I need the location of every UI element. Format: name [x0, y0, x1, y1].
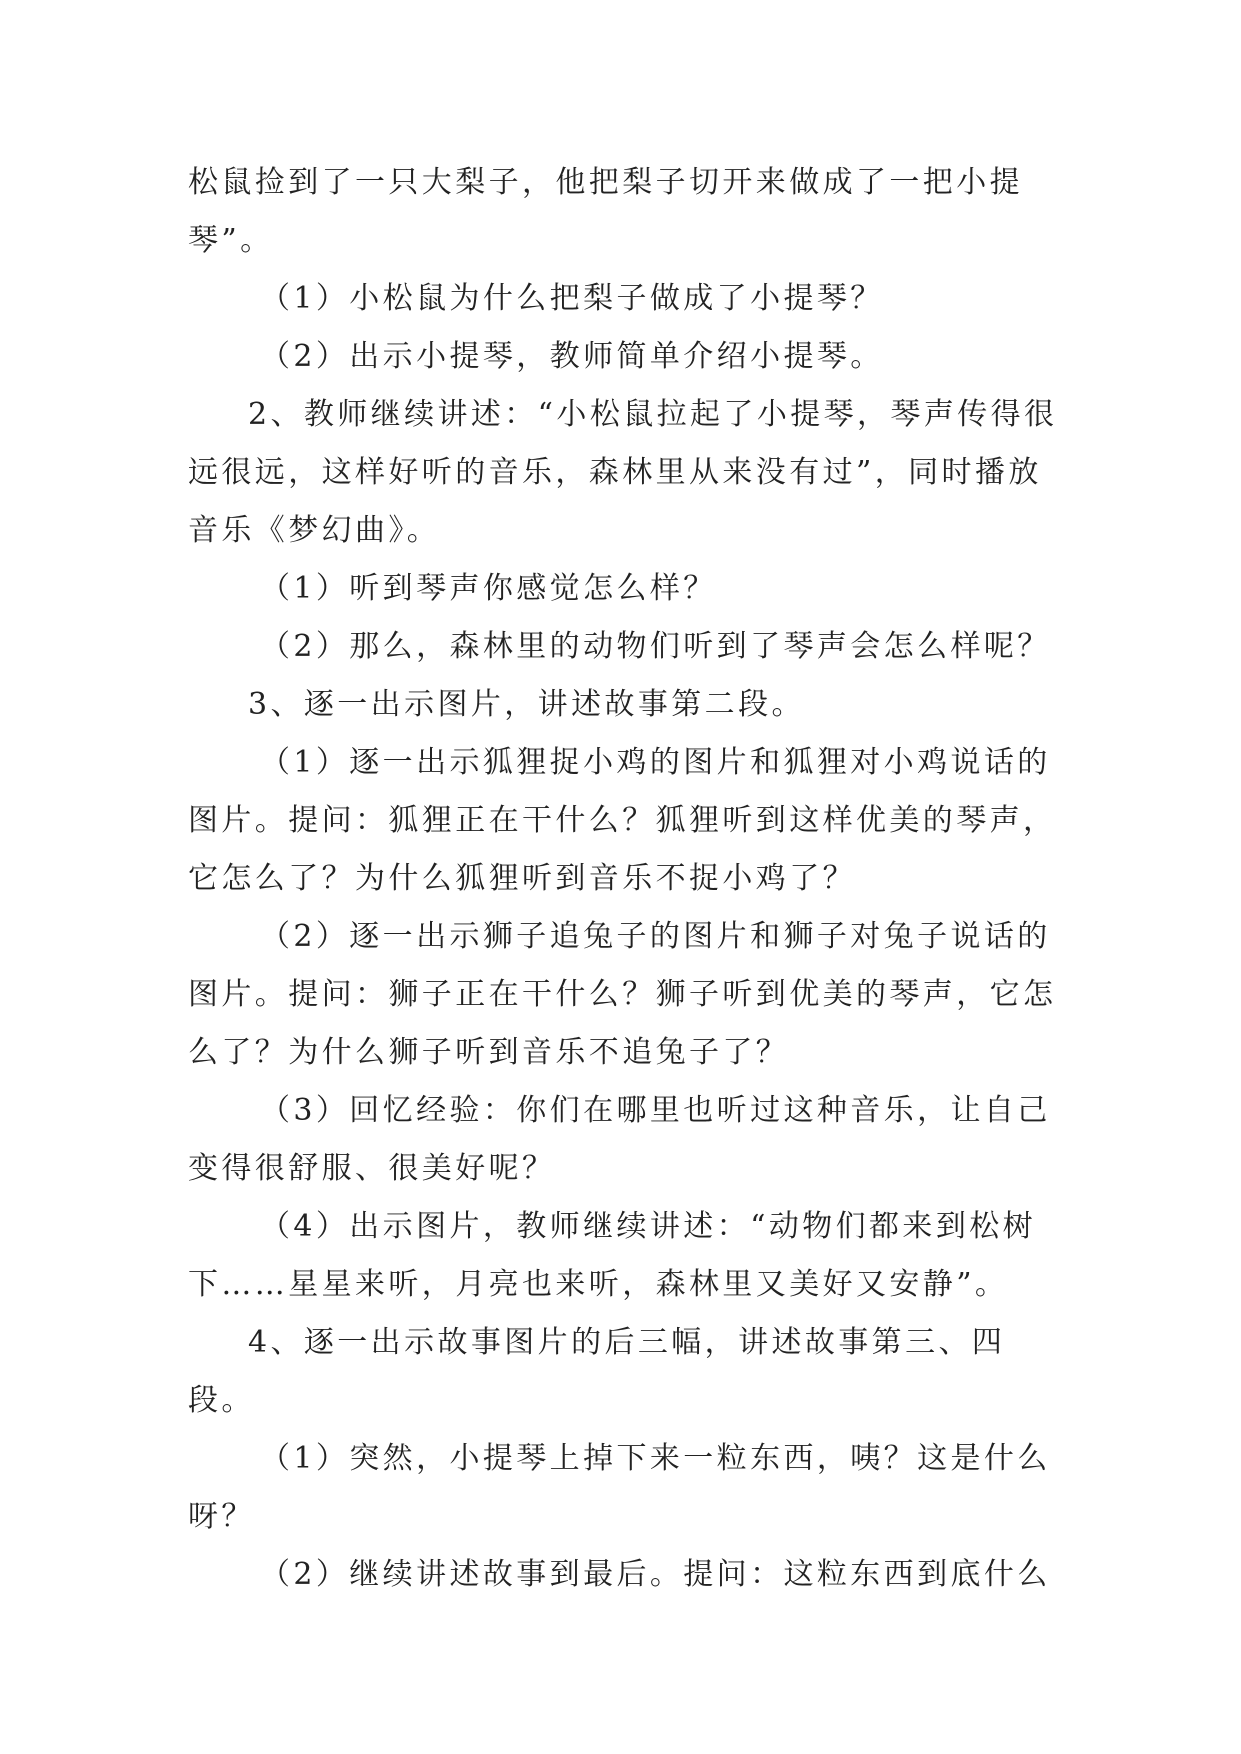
step-4-item-1: （1）突然，小提琴上掉下来一粒东西，咦？这是什么呀？ — [188, 1441, 1051, 1534]
question-2: （2）出示小提琴，教师简单介绍小提琴。 — [260, 339, 884, 374]
step-2: 2、教师继续讲述：“小松鼠拉起了小提琴，琴声传得很远很远，这样好听的音乐，森林里从来没有过”，同时播放音乐《梦幻曲》。 — [188, 397, 1058, 548]
step-2-question-1: （1）听到琴声你感觉怎么样？ — [260, 571, 717, 606]
paragraph-continuation: 松鼠捡到了一只大梨子，他把梨子切开来做成了一把小提琴”。 — [188, 165, 1023, 258]
step-3-item-4: （4）出示图片，教师继续讲述：“动物们都来到松树下……星星来听，月亮也来听，森林里又美好又安静”。 — [188, 1209, 1037, 1302]
question-1: （1）小松鼠为什么把梨子做成了小提琴？ — [260, 281, 884, 316]
step-3-item-3: （3）回忆经验：你们在哪里也听过这种音乐，让自己变得很舒服、很美好呢？ — [188, 1093, 1051, 1186]
step-4-item-2: （2）继续讲述故事到最后。提问：这粒东西到底什么 — [260, 1557, 1051, 1592]
step-3-item-2: （2）逐一出示狮子追兔子的图片和狮子对兔子说话的图片。提问：狮子正在干什么？狮子听到优美的琴声，它怎么了？为什么狮子听到音乐不追兔子了？ — [188, 919, 1057, 1070]
step-2-question-2: （2）那么，森林里的动物们听到了琴声会怎么样呢？ — [260, 629, 1051, 664]
document-body — [188, 154, 1068, 1604]
step-4: 4、逐一出示故事图片的后三幅，讲述故事第三、四段。 — [188, 1325, 1006, 1418]
step-3-item-1: （1）逐一出示狐狸捉小鸡的图片和狐狸对小鸡说话的图片。提问：狐狸正在干什么？狐狸听到这样优美的琴声，它怎么了？为什么狐狸听到音乐不捉小鸡了？ — [188, 745, 1057, 896]
step-3: 3、逐一出示图片，讲述故事第二段。 — [248, 687, 805, 722]
